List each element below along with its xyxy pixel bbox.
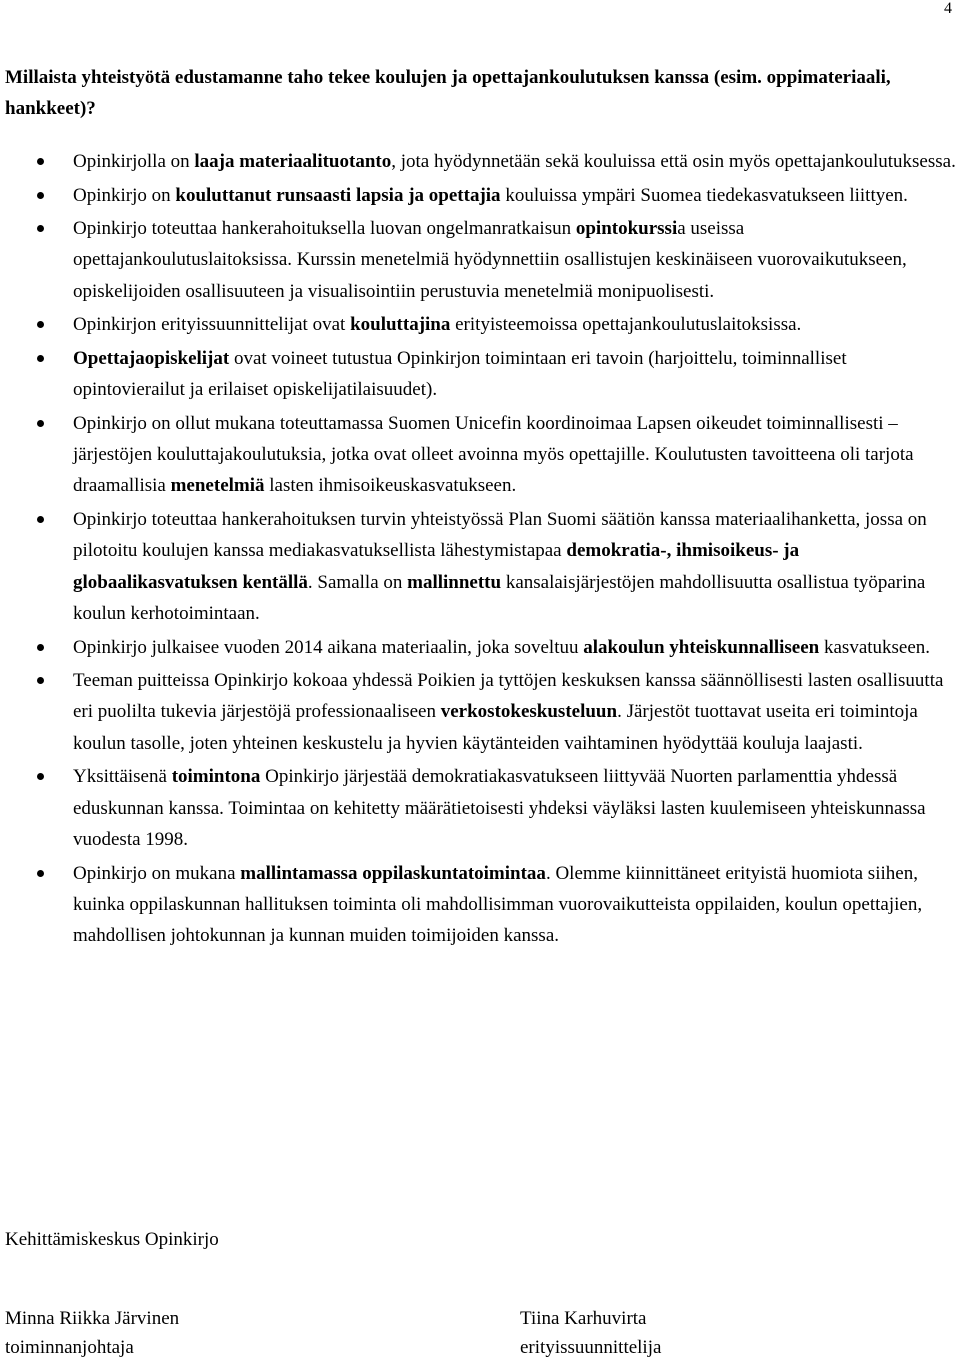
bullet-dot-icon	[37, 321, 44, 328]
bullet-text-bold: demokratia-, ihmisoikeus- ja globaalikasvatuksen kentällä	[73, 540, 800, 593]
question-heading: Millaista yhteistyötä edustamanne taho tekee koulujen ja opettajankoulutuksen kanssa (esim. oppimateriaali, hankkeet)?	[5, 67, 891, 119]
bullet-text: Yksittäisenä	[73, 766, 172, 788]
bullet-text: . Samalla on	[307, 571, 408, 593]
bullet-text-bold: kouluttajina	[350, 314, 451, 336]
bullet-text-bold: alakoulun yhteiskunnalliseen	[583, 636, 820, 658]
bullet-text: kasvatukseen.	[819, 636, 931, 658]
bullet-item	[0, 632, 960, 663]
bullet-text: lasten ihmisoikeuskasvatukseen.	[264, 475, 517, 497]
bullet-dot-icon	[37, 158, 44, 165]
page-number: 4	[944, 0, 952, 17]
bullet-text: Opinkirjo on mukana	[73, 862, 241, 884]
bullet-item	[0, 343, 960, 406]
bullet-dot-icon	[37, 225, 44, 232]
organization-name: Kehittämiskeskus Opinkirjo	[5, 1229, 219, 1250]
bullet-dot-icon	[37, 644, 44, 651]
bullet-text: . Järjestöt tuottavat useita eri toimintoja koulun tasolle, joten yhteinen keskustelu ja hyvien käytänteiden vaihtaminen hyödyttää kouluja laajasti.	[73, 701, 918, 754]
bullet-text-bold: opintokurssi	[575, 218, 678, 240]
bullet-text: Opinkirjon erityissuunnittelijat ovat	[73, 314, 351, 336]
bullet-text: kouluissa ympäri Suomea tiedekasvatukseen liittyen.	[500, 184, 908, 206]
signature-left-title: toiminnanjohtaja	[5, 1337, 134, 1358]
bullet-item	[0, 858, 960, 952]
answer-bullet-list	[0, 146, 960, 954]
bullet-text: Teeman puitteissa Opinkirjo kokoaa yhdessä Poikien ja tyttöjen keskuksen kanssa säännöllisesti lasten osallisuutta eri puolilta tukevia järjestöjä professionaaliseen	[73, 670, 944, 723]
bullet-item	[0, 504, 960, 629]
bullet-dot-icon	[37, 192, 44, 199]
bullet-text: ovat voineet tutustua Opinkirjon toimintaan eri tavoin (harjoittelu, toiminnalliset opintovierailut ja erilaiset opiskelijatilaisuudet).	[73, 347, 847, 401]
bullet-text: . Olemme kiinnittäneet erityistä huomiota siihen, kuinka oppilaskunnan hallituksen toiminta oli mahdollisimman vuorovaikutteista oppilaiden, koulun opettajien, mahdollisen johtokunnan ja kunnan muiden toimijoiden kanssa.	[73, 862, 923, 947]
signature-left	[5, 1304, 179, 1362]
bullet-text-bold: mallintamassa oppilaskuntatoimintaa	[240, 862, 546, 884]
bullet-text: Opinkirjo julkaisee vuoden 2014 aikana materiaalin, joka soveltuu	[73, 636, 584, 658]
signature-right-title: erityissuunnittelija	[520, 1337, 662, 1358]
bullet-text: a useissa opettajankoulutuslaitoksissa. Kurssin menetelmiä hyödynnettiin osallistujen keskinäiseen vuorovaikutukseen, opiskelijoiden osallisuuteen ja visualisointiin perustuvia menetelmiä monipuolisesti.	[73, 218, 907, 302]
bullet-item	[0, 146, 960, 177]
bullet-item	[0, 408, 960, 502]
bullet-item	[0, 309, 960, 340]
bullet-text-bold: toimintona	[171, 766, 261, 788]
bullet-text: kansalaisjärjestöjen mahdollisuutta osallistua työparina koulun kerhotoimintaan.	[73, 571, 926, 624]
signature-right-name: Tiina Karhuvirta	[520, 1308, 647, 1329]
bullet-text-bold: kouluttanut runsaasti lapsia ja opettajia	[175, 184, 501, 206]
bullet-dot-icon	[37, 420, 44, 427]
bullet-dot-icon	[37, 870, 44, 877]
bullet-text: Opinkirjo on ollut mukana toteuttamassa Suomen Unicefin koordinoimaa Lapsen oikeudet toiminnallisesti –järjestöjen kouluttajakoulutuksia, jotka ovat olleet avoinna myös opettajille. Koulutusten tavoitteena oli tarjota draamallisia	[73, 412, 914, 497]
bullet-text: , jota hyödynnetään sekä kouluissa että osin myös opettajankoulutuksessa.	[391, 151, 956, 172]
signature-right	[520, 1304, 661, 1362]
bullet-dot-icon	[37, 516, 44, 523]
bullet-text-bold: verkostokeskusteluun	[440, 701, 618, 723]
bullet-text-bold: mallinnettu	[407, 571, 502, 593]
bullet-text: Opinkirjo toteuttaa hankerahoituksella luovan ongelmanratkaisun	[73, 218, 576, 240]
bullet-text-bold: laaja materiaalituotanto	[194, 151, 392, 172]
bullet-text: erityisteemoissa opettajankoulutuslaitoksissa.	[450, 314, 802, 336]
bullet-item	[0, 213, 960, 307]
bullet-text-bold: menetelmiä	[170, 475, 265, 497]
bullet-text-bold: Opettajaopiskelijat	[73, 347, 230, 369]
bullet-text: Opinkirjo on	[73, 184, 176, 206]
bullet-text: Opinkirjo järjestää demokratiakasvatukseen liittyvää Nuorten parlamenttia yhdessä eduskunnan kanssa. Toimintaa on kehitetty määrätietoisesti yhdeksi väyläksi lasten kuulemiseen yhteiskunnassa vuodesta 1998.	[73, 766, 926, 850]
bullet-item	[0, 665, 960, 759]
bullet-text: Opinkirjolla on	[73, 151, 195, 172]
bullet-dot-icon	[37, 355, 44, 362]
bullet-item	[0, 180, 960, 211]
bullet-dot-icon	[37, 773, 44, 780]
bullet-item	[0, 761, 960, 855]
bullet-dot-icon	[37, 677, 44, 684]
bullet-text: Opinkirjo toteuttaa hankerahoituksen turvin yhteistyössä Plan Suomi säätiön kanssa materiaalihanketta, jossa on pilotoitu koulujen kanssa mediakasvatuksellista lähestymistapaa	[73, 509, 927, 562]
signature-left-name: Minna Riikka Järvinen	[5, 1308, 180, 1329]
